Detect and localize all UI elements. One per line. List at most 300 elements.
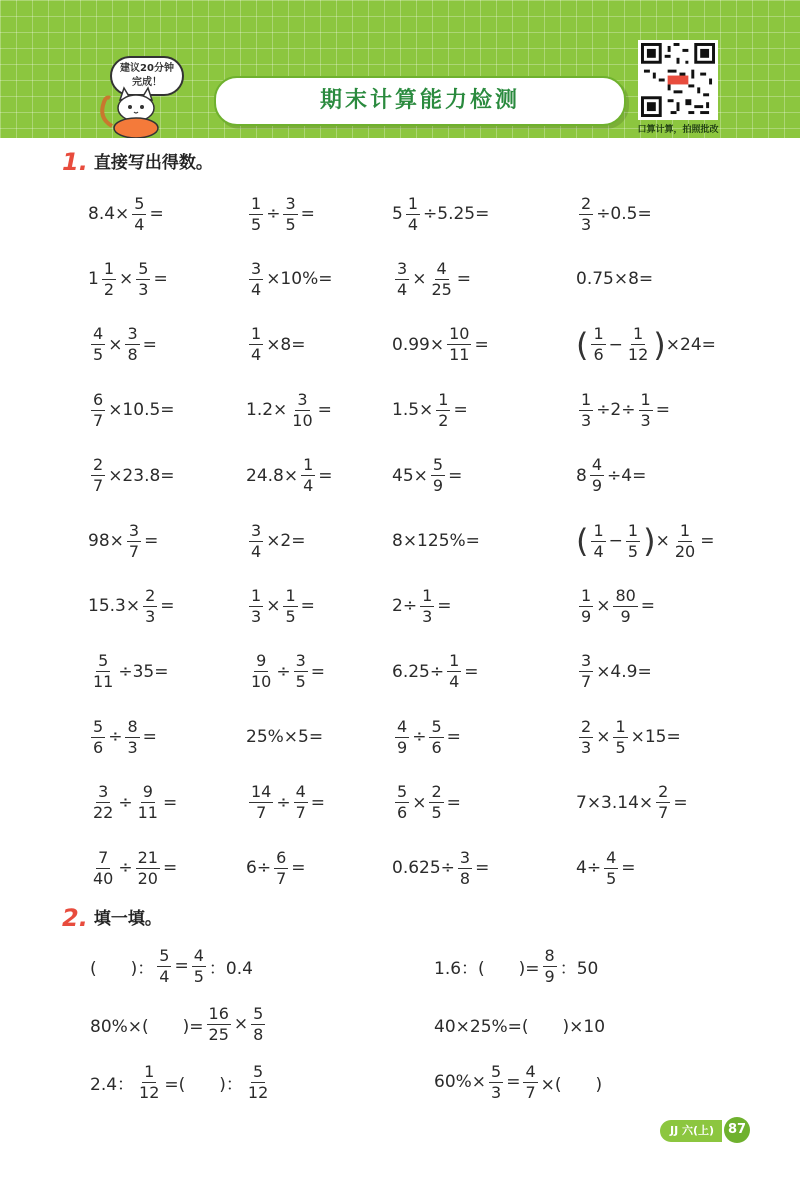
numerator: 2 bbox=[658, 782, 669, 802]
denominator: 8 bbox=[459, 868, 471, 888]
fraction bbox=[579, 652, 593, 691]
fraction bbox=[91, 456, 105, 495]
expression-text: × bbox=[108, 334, 123, 355]
denominator: 40 bbox=[93, 868, 114, 888]
problem-r4-c3 bbox=[392, 380, 468, 440]
expression-text: ÷ bbox=[108, 727, 123, 748]
fraction bbox=[283, 587, 297, 626]
fraction bbox=[136, 849, 160, 888]
numerator: 1 bbox=[251, 585, 262, 605]
section-2-number: 2. bbox=[62, 904, 88, 932]
expression-text: ×23.8= bbox=[108, 465, 175, 486]
expression-text: = bbox=[300, 596, 315, 617]
fraction bbox=[579, 718, 593, 757]
expression-text: ( )： bbox=[90, 958, 155, 979]
fraction bbox=[294, 652, 308, 691]
denominator: 4 bbox=[251, 345, 262, 365]
expression-text: 8×125%= bbox=[392, 531, 480, 551]
numerator: 3 bbox=[98, 782, 109, 802]
problem-r1-c1 bbox=[88, 184, 164, 244]
expression-text: × bbox=[596, 596, 611, 617]
expression-text: ：0.4 bbox=[208, 958, 253, 979]
denominator: 5 bbox=[295, 672, 306, 692]
fraction bbox=[626, 522, 640, 561]
denominator: 5 bbox=[285, 606, 296, 626]
expression-text: = bbox=[446, 792, 461, 813]
numerator: 5 bbox=[138, 258, 149, 278]
fraction bbox=[246, 1063, 270, 1102]
fraction bbox=[656, 783, 670, 822]
denominator: 11 bbox=[93, 672, 114, 692]
denominator: 6 bbox=[93, 737, 104, 757]
problem-r7-c1 bbox=[88, 576, 175, 636]
denominator: 3 bbox=[422, 606, 433, 626]
denominator: 10 bbox=[251, 672, 272, 692]
fraction bbox=[136, 783, 160, 822]
expression-text: × bbox=[596, 727, 611, 748]
denominator: 7 bbox=[658, 803, 669, 823]
numerator: 1 bbox=[251, 324, 262, 344]
denominator: 5 bbox=[285, 214, 296, 234]
denominator: 6 bbox=[593, 345, 604, 365]
denominator: 4 bbox=[159, 966, 170, 986]
expression-text: 2.4： bbox=[90, 1074, 135, 1095]
expression-text: = bbox=[446, 727, 461, 748]
problem-r2-c1 bbox=[88, 249, 168, 309]
problem-r9-c1 bbox=[88, 707, 157, 767]
problem-r4-c4 bbox=[576, 380, 670, 440]
numerator: 2 bbox=[581, 716, 592, 736]
problem-r10-c4 bbox=[576, 773, 688, 833]
fraction bbox=[458, 849, 472, 888]
big-parenthesis: ( bbox=[576, 325, 589, 364]
problem-r8-c4 bbox=[576, 642, 652, 702]
expression-text: 1.2× bbox=[246, 400, 288, 421]
expression-text: 1 bbox=[88, 269, 99, 290]
fraction bbox=[395, 783, 409, 822]
problem-r5-c1 bbox=[88, 446, 175, 506]
expression-text: ×24= bbox=[665, 334, 716, 355]
denominator: 4 bbox=[593, 541, 604, 561]
problem-r2-c4 bbox=[576, 249, 653, 309]
denominator: 3 bbox=[127, 737, 138, 757]
expression-text: = bbox=[474, 334, 489, 355]
denominator: 3 bbox=[491, 1082, 502, 1102]
expression-text: ×15= bbox=[630, 727, 681, 748]
expression-text: 40×25%=( )×10 bbox=[434, 1016, 606, 1037]
expression-text: = bbox=[317, 400, 332, 421]
numerator: 5 bbox=[134, 193, 145, 213]
fraction bbox=[420, 587, 434, 626]
expression-text: 0.75×8= bbox=[576, 269, 654, 290]
expression-text: = bbox=[162, 792, 178, 813]
numerator: 3 bbox=[297, 389, 308, 409]
problem-r5-c2 bbox=[246, 446, 333, 506]
fraction bbox=[127, 522, 141, 561]
denominator: 11 bbox=[137, 803, 158, 823]
denominator: 20 bbox=[137, 868, 158, 888]
fraction bbox=[249, 325, 263, 364]
numerator: 8 bbox=[127, 716, 138, 736]
section-2-heading bbox=[62, 904, 162, 932]
numerator: 1 bbox=[633, 324, 644, 344]
fraction bbox=[143, 587, 157, 626]
expression-text: ÷ bbox=[266, 204, 281, 224]
numerator: 4 bbox=[591, 455, 603, 475]
numerator: 14 bbox=[251, 782, 272, 802]
big-parenthesis: ) bbox=[643, 522, 656, 560]
denominator: 5 bbox=[93, 345, 104, 365]
problem-r1-c3 bbox=[392, 184, 489, 244]
expression-text: 25%×5= bbox=[246, 727, 324, 748]
expression-text: = bbox=[291, 858, 306, 878]
fraction bbox=[436, 391, 450, 430]
expression-text: 8.4× bbox=[88, 204, 130, 224]
expression-text: × bbox=[119, 269, 134, 290]
denominator: 2 bbox=[103, 279, 115, 299]
denominator: 12 bbox=[627, 345, 649, 365]
problem-r8-c1 bbox=[88, 642, 168, 702]
numerator: 1 bbox=[438, 389, 449, 409]
numerator: 5 bbox=[397, 782, 408, 802]
expression-text: 98× bbox=[88, 531, 124, 551]
expression-text: ×( ) bbox=[540, 1074, 603, 1095]
problem-r9-c2 bbox=[246, 707, 323, 767]
denominator: 4 bbox=[397, 279, 408, 299]
expression-text: = bbox=[318, 465, 333, 486]
fraction bbox=[395, 260, 409, 299]
fraction bbox=[249, 652, 273, 691]
numerator: 1 bbox=[144, 1061, 155, 1081]
problem-r9-c3 bbox=[392, 707, 461, 767]
expression-text: 6÷ bbox=[246, 858, 272, 878]
title-banner bbox=[214, 76, 626, 126]
expression-text: ×2= bbox=[266, 531, 306, 551]
expression-text: 80%×( )= bbox=[90, 1016, 204, 1037]
numerator: 21 bbox=[137, 847, 158, 867]
denominator: 5 bbox=[251, 214, 262, 234]
fraction bbox=[249, 522, 263, 561]
numerator: 5 bbox=[432, 455, 444, 475]
qr-caption: 口算计算，拍照批改 bbox=[637, 125, 719, 135]
fraction bbox=[591, 325, 605, 364]
denominator: 7 bbox=[93, 410, 104, 430]
expression-text: 60%× bbox=[434, 1072, 487, 1092]
numerator: 1 bbox=[581, 585, 592, 605]
problem-r7-c3 bbox=[392, 576, 452, 636]
fraction bbox=[604, 849, 618, 888]
numerator: 2 bbox=[145, 585, 156, 605]
numerator: 5 bbox=[98, 651, 109, 671]
expression-text: = bbox=[144, 531, 159, 551]
section-1-title: 直接写出得数。 bbox=[93, 153, 213, 173]
numerator: 2 bbox=[431, 782, 442, 802]
denominator: 7 bbox=[93, 476, 104, 496]
numerator: 4 bbox=[436, 258, 447, 278]
expression-text: × bbox=[412, 792, 427, 813]
fraction bbox=[447, 325, 471, 364]
fraction bbox=[136, 260, 150, 299]
denominator: 3 bbox=[581, 737, 592, 757]
page-header bbox=[0, 0, 800, 138]
section-2-title: 填一填。 bbox=[93, 909, 162, 929]
expression-text: = bbox=[621, 858, 636, 878]
numerator: 3 bbox=[397, 258, 408, 278]
fraction bbox=[91, 783, 115, 822]
denominator: 9 bbox=[397, 737, 408, 757]
numerator: 9 bbox=[256, 651, 267, 671]
problem-r6-c2 bbox=[246, 511, 306, 571]
denominator: 4 bbox=[303, 476, 314, 496]
numerator: 6 bbox=[276, 847, 287, 867]
fill-blank-r3-c1 bbox=[90, 1052, 273, 1112]
expression-text: × bbox=[655, 531, 670, 551]
fill-blank-r2-c2 bbox=[434, 994, 605, 1054]
expression-text: ÷ bbox=[118, 858, 133, 878]
numerator: 16 bbox=[208, 1003, 229, 1023]
problem-r2-c2 bbox=[246, 249, 332, 309]
fraction bbox=[102, 260, 116, 299]
problem-r1-c4 bbox=[576, 184, 652, 244]
expression-text: = bbox=[640, 596, 656, 617]
fraction bbox=[91, 652, 115, 691]
denominator: 7 bbox=[525, 1082, 536, 1102]
numerator: 5 bbox=[491, 1061, 502, 1081]
big-parenthesis: ( bbox=[576, 522, 589, 560]
expression-text: × bbox=[233, 1014, 249, 1034]
denominator: 6 bbox=[397, 803, 408, 823]
expression-text: − bbox=[608, 531, 623, 551]
fraction bbox=[579, 195, 593, 234]
problem-r11-c4 bbox=[576, 838, 636, 898]
numerator: 3 bbox=[285, 193, 296, 213]
problem-r11-c3 bbox=[392, 838, 489, 898]
problem-r7-c4 bbox=[576, 576, 655, 636]
fraction bbox=[579, 587, 593, 626]
fraction bbox=[579, 391, 593, 430]
expression-text: ÷2÷ bbox=[596, 400, 636, 421]
expression-text: = bbox=[464, 661, 479, 682]
numerator: 4 bbox=[93, 324, 104, 344]
fraction bbox=[91, 718, 105, 757]
problem-r6-c1 bbox=[88, 511, 158, 571]
expression-text: = bbox=[506, 1072, 521, 1092]
problem-r6-c4 bbox=[576, 511, 714, 571]
big-parenthesis: ) bbox=[653, 325, 666, 364]
numerator: 3 bbox=[295, 651, 306, 671]
denominator: 7 bbox=[276, 868, 287, 888]
denominator: 12 bbox=[247, 1082, 269, 1102]
numerator: 1 bbox=[593, 520, 604, 540]
numerator: 3 bbox=[128, 520, 140, 540]
fraction bbox=[91, 849, 115, 888]
expression-text: − bbox=[608, 334, 623, 355]
expression-text: = bbox=[153, 269, 168, 290]
denominator: 7 bbox=[128, 541, 140, 561]
fraction bbox=[274, 849, 288, 888]
denominator: 3 bbox=[640, 410, 651, 430]
expression-text: ÷ bbox=[276, 792, 291, 813]
fill-blank-r2-c1 bbox=[90, 994, 268, 1054]
numerator: 2 bbox=[93, 455, 104, 475]
expression-text: 15.3× bbox=[88, 596, 141, 617]
denominator: 20 bbox=[674, 541, 696, 561]
fraction bbox=[249, 783, 273, 822]
problem-r11-c1 bbox=[88, 838, 177, 898]
problem-r5-c3 bbox=[392, 446, 462, 506]
problem-r11-c2 bbox=[246, 838, 306, 898]
numerator: 1 bbox=[640, 389, 651, 409]
numerator: 6 bbox=[93, 389, 104, 409]
fill-blank-r1-c1 bbox=[90, 936, 253, 996]
fraction bbox=[249, 260, 263, 299]
expression-text: × bbox=[266, 596, 281, 617]
numerator: 5 bbox=[253, 1003, 264, 1023]
fraction bbox=[543, 947, 557, 986]
expression-text: = bbox=[174, 956, 189, 976]
denominator: 3 bbox=[138, 279, 149, 299]
denominator: 11 bbox=[449, 345, 470, 365]
numerator: 5 bbox=[93, 716, 104, 736]
expression-text: = bbox=[162, 858, 178, 878]
fraction bbox=[192, 947, 206, 986]
fraction bbox=[591, 522, 605, 561]
problem-r10-c3 bbox=[392, 773, 461, 833]
fraction bbox=[132, 195, 146, 234]
numerator: 8 bbox=[544, 945, 555, 965]
fraction bbox=[125, 718, 139, 757]
fraction bbox=[613, 718, 627, 757]
expression-text: = bbox=[149, 204, 164, 224]
expression-text: ×4.9= bbox=[596, 661, 652, 682]
problem-r2-c3 bbox=[392, 249, 471, 309]
numerator: 1 bbox=[251, 193, 262, 213]
fraction bbox=[137, 1063, 161, 1102]
expression-text: = bbox=[300, 204, 315, 224]
denominator: 9 bbox=[581, 606, 592, 626]
problem-r8-c2 bbox=[246, 642, 325, 702]
expression-text: = bbox=[310, 661, 326, 682]
denominator: 25 bbox=[208, 1024, 229, 1044]
numerator: 1 bbox=[615, 716, 626, 736]
expression-text: = bbox=[142, 334, 157, 355]
page-title: 期末计算能力检测 bbox=[319, 88, 520, 113]
expression-text: ×8= bbox=[266, 334, 306, 355]
denominator: 25 bbox=[431, 279, 452, 299]
expression-text: 45× bbox=[392, 465, 428, 486]
denominator: 9 bbox=[620, 606, 631, 626]
problem-r3-c2 bbox=[246, 315, 306, 375]
numerator: 2 bbox=[581, 193, 592, 213]
expression-text: ÷ bbox=[118, 792, 133, 813]
denominator: 3 bbox=[251, 606, 262, 626]
fraction bbox=[429, 718, 443, 757]
fraction bbox=[431, 456, 445, 495]
expression-text: 1.5× bbox=[392, 400, 434, 421]
numerator: 4 bbox=[193, 945, 204, 965]
section-1-number: 1. bbox=[62, 148, 88, 176]
expression-text: ÷ bbox=[276, 661, 291, 682]
fraction bbox=[429, 783, 443, 822]
qr-code-icon[interactable] bbox=[638, 40, 718, 120]
problem-r9-c4 bbox=[576, 707, 681, 767]
numerator: 1 bbox=[285, 585, 296, 605]
fraction bbox=[489, 1063, 503, 1102]
expression-text: ×10%= bbox=[266, 269, 333, 290]
problem-r8-c3 bbox=[392, 642, 479, 702]
fraction bbox=[523, 1063, 537, 1102]
expression-text: × bbox=[412, 269, 427, 290]
denominator: 2 bbox=[438, 410, 449, 430]
denominator: 5 bbox=[615, 737, 626, 757]
expression-text: ÷35= bbox=[118, 661, 169, 682]
expression-text: ÷5.25= bbox=[423, 204, 490, 224]
page-number: 87 bbox=[724, 1117, 750, 1143]
fill-blank-r3-c2 bbox=[434, 1052, 602, 1112]
section-1-heading bbox=[62, 148, 213, 176]
cat-mascot-icon bbox=[90, 78, 180, 138]
numerator: 5 bbox=[253, 1061, 264, 1081]
fraction bbox=[290, 391, 314, 430]
denominator: 5 bbox=[193, 966, 204, 986]
grade-label: JJ 六(上) bbox=[660, 1120, 722, 1142]
denominator: 9 bbox=[544, 966, 555, 986]
denominator: 7 bbox=[581, 672, 592, 692]
numerator: 1 bbox=[593, 324, 604, 344]
numerator: 1 bbox=[581, 389, 592, 409]
expression-text: 2÷ bbox=[392, 596, 418, 617]
expression-text: 7×3.14× bbox=[576, 792, 654, 813]
expression-text: = bbox=[437, 596, 452, 617]
denominator: 5 bbox=[431, 803, 442, 823]
expression-text: ÷ bbox=[412, 727, 427, 748]
fraction bbox=[251, 1005, 265, 1044]
expression-text: 1.6：( )= bbox=[434, 958, 540, 979]
numerator: 3 bbox=[251, 520, 262, 540]
fraction bbox=[447, 652, 461, 691]
numerator: 1 bbox=[449, 651, 460, 671]
numerator: 1 bbox=[303, 455, 314, 475]
fraction bbox=[283, 195, 297, 234]
fraction bbox=[294, 783, 308, 822]
expression-text: 24.8× bbox=[246, 465, 299, 486]
numerator: 80 bbox=[615, 585, 636, 605]
problem-r10-c1 bbox=[88, 773, 177, 833]
numerator: 3 bbox=[127, 324, 138, 344]
denominator: 12 bbox=[139, 1082, 160, 1102]
expression-text: =( )： bbox=[164, 1074, 243, 1095]
numerator: 1 bbox=[422, 585, 433, 605]
expression-text: ：50 bbox=[559, 958, 599, 979]
expression-text: 6.25÷ bbox=[392, 661, 445, 682]
fraction bbox=[249, 587, 263, 626]
denominator: 4 bbox=[134, 214, 145, 234]
numerator: 9 bbox=[142, 782, 153, 802]
expression-text: 8 bbox=[576, 465, 587, 486]
denominator: 5 bbox=[627, 541, 639, 561]
numerator: 7 bbox=[98, 847, 109, 867]
denominator: 7 bbox=[256, 803, 267, 823]
fraction bbox=[639, 391, 653, 430]
numerator: 5 bbox=[431, 716, 442, 736]
denominator: 3 bbox=[581, 410, 592, 430]
bubble-line-2: 完成！ bbox=[132, 77, 162, 88]
expression-text: = bbox=[700, 531, 715, 551]
expression-text: = bbox=[655, 400, 670, 421]
denominator: 9 bbox=[432, 476, 444, 496]
expression-text: ×10.5= bbox=[108, 400, 175, 421]
fraction bbox=[406, 195, 420, 234]
